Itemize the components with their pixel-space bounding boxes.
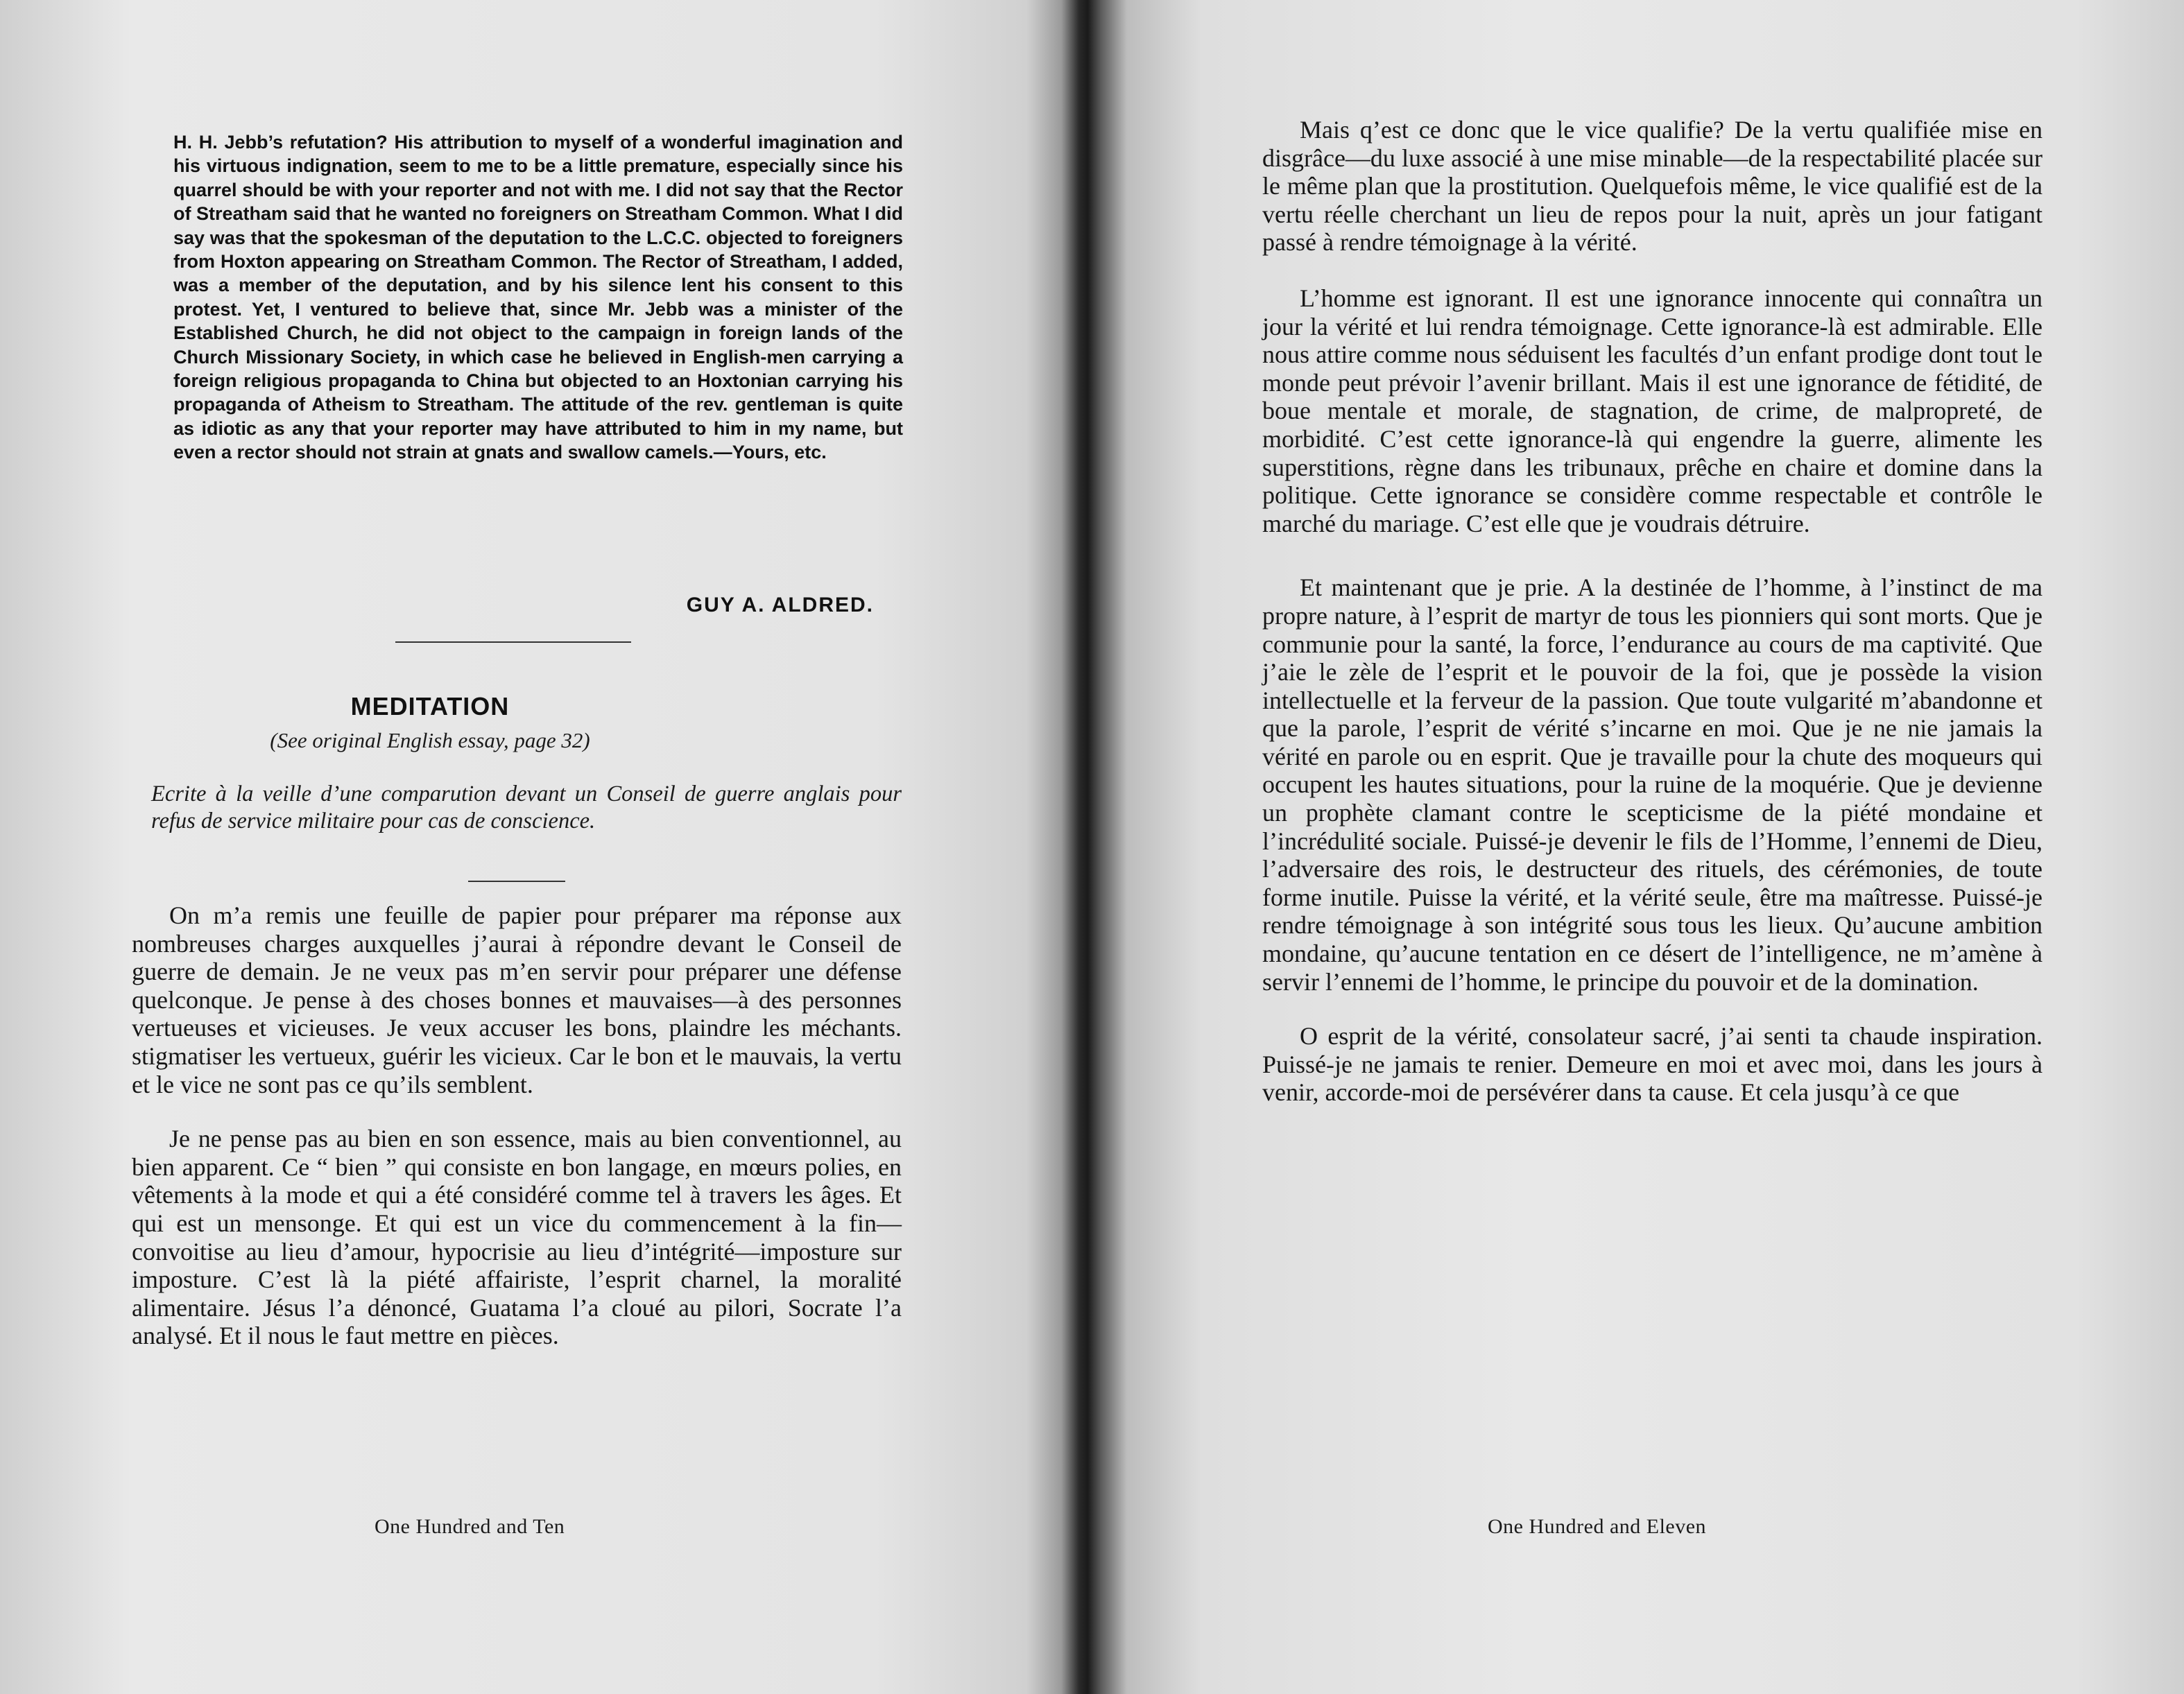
letter-signature: GUY A. ALDRED. — [686, 594, 874, 616]
page-number-left: One Hundred and Ten — [375, 1515, 565, 1538]
essay-subtitle: (See original English essay, page 32) — [270, 728, 590, 752]
paragraph: L’homme est ignorant. Il est une ignorance innocente qui connaîtra un jour la vérité et lui rendra témoignage. Cette ignorance-là est admirable. Elle nous attire comme nous séduisent les facultés d’un enfant prodige dont tout le monde peut prévoir l’avenir brillant. Mais il est une ignorance de fétidité, de boue mentale et morale, de stagnation, de crime, de malpropreté, de morbidité. C’est cette ignorance-là qui engendre la guerre, alimente les superstitions, règne dans les tribunaux, prêche en chaire et domine dans la politique. Cette ignorance se considère comme respectable et contrôle le marché du mariage. C’est elle que je voudrais détruire. — [1262, 284, 2043, 537]
epigraph-divider — [468, 881, 565, 882]
page-number-right: One Hundred and Eleven — [1488, 1515, 1707, 1538]
left-page — [0, 0, 1054, 1694]
paragraph: Mais q’est ce donc que le vice qualifie? De la vertu qualifiée mise en disgrâce—du luxe associé à une mise minable—de la respectabilité placée sur le même plan que la prostitution. Quelquefois même, le vice qualifié est de la vertu réelle cherchant un lieu de repos pour la nuit, après un jour fatigant passé à rendre témoignage à la vérité. — [1262, 116, 2043, 257]
paragraph: Je ne pense pas au bien en son essence, mais au bien conventionnel, au bien apparent. Ce “ bien ” qui consiste en bon langage, en mœurs polies, en vêtements à la mode et qui a été considéré comme tel à travers les âges. Et qui est un mensonge. Et qui est un vice du commencement à la fin—convoitise au lieu d’amour, hypocrisie au lieu d’intégrité—imposture sur imposture. C’est là la piété affairiste, l’esprit charnel, la moralité alimentaire. Jésus l’a dénoncé, Guatama l’a cloué au pilori, Socrate l’a analysé. Et il nous le faut mettre en pièces. — [132, 1125, 902, 1350]
right-body-text — [1262, 116, 2043, 1107]
essay-epigraph: Ecrite à la veille d’une comparution devant un Conseil de guerre anglais pour refus de service militaire pour cas de conscience. — [151, 781, 902, 833]
paragraph: Et maintenant que je prie. A la destinée de l’homme, à l’instinct de ma propre nature, à l’esprit de martyr de tous les pionniers qui sont morts. Que je communie pour la santé, la force, l’endurance au cours de ma captivité. Que j’aie le zèle de l’esprit et le pouvoir de la foi, que je possède la vision intellectuelle et la ferveur de la passion. Que toute vulgarité m’abandonne et que la parole, l’esprit de vérité s’incarne en moi. Que je ne nie jamais la vérité en parole ou en esprit. Que je travaille pour la chute des moqueurs qui occupent les hautes situations, pour la ruine de la moquérie. Que je devienne un prophète clamant contre le scepticisme de la piété mondaine et l’incrédulité sociale. Puissé-je devenir le fils de l’Homme, l’ennemi de Dieu, l’adversaire des rois, le destructeur des rituels, des cérémonies, de toute forme inutile. Puisse la vérité, et la vérité seule, être ma maîtresse. Puissé-je rendre témoignage à son intégrité sous tous les lieux. Qu’aucune ambition mondaine, qu’aucune tentation en ce désert de l’intelligence, ne m’amène à servir l’ennemi de l’homme, le principe du pouvoir et de la domination. — [1262, 573, 2043, 996]
left-body-text — [132, 901, 902, 1350]
paragraph: On m’a remis une feuille de papier pour préparer ma réponse aux nombreuses charges auxquelles j’aurai à répondre devant le Conseil de guerre de demain. Je ne veux pas m’en servir pour préparer une défense quelconque. Je pense à des choses bonnes et mauvaises—à des personnes vertueuses et vicieuses. Je veux accuser les bons, plaindre les méchants. stigmatiser les vertueux, guérir les vicieux. Car le bon et le mauvais, la vertu et le vice ne sont pas ce qu’ils semblent. — [132, 901, 902, 1098]
paragraph: O esprit de la vérité, consolateur sacré, j’ai senti ta chaude inspiration. Puissé-je ne jamais te renier. Demeure en moi et avec moi, dans les jours à venir, accorde-moi de persévérer dans ta cause. Et cela jusqu’à ce que — [1262, 1022, 2043, 1107]
section-divider — [395, 641, 631, 643]
right-page — [1137, 0, 2184, 1694]
letter-text: H. H. Jebb’s refutation? His attribution to myself of a wonderful imagination and his virtuous indignation, seem to me to be a little premature, especially since his quarrel should be with your reporter and not with me. I did not say that the Rector of Streatham said that he wanted no foreigners on Streatham Common. What I did say was that the spokesman of the deputation to the L.C.C. objected to foreigners from Hoxton appearing on Streatham Common. The Rector of Streatham, I added, was a member of the deputation, and by his silence lent his consent to this protest. Yet, I ventured to believe that, since Mr. Jebb was a minister of the Established Church, he did not object to the campaign in foreign lands of the Church Missionary Society, in which case he believed in English-men carrying a foreign religious propaganda to China but objected to an Hoxtonian carrying his propaganda of Atheism to Streatham. The attitude of the rev. gentleman is quite as idiotic as any that your reporter may have attributed to him in my name, but even a rector should not strain at gnats and swallow camels.—Yours, etc. — [173, 132, 903, 463]
essay-title: MEDITATION — [350, 692, 510, 720]
